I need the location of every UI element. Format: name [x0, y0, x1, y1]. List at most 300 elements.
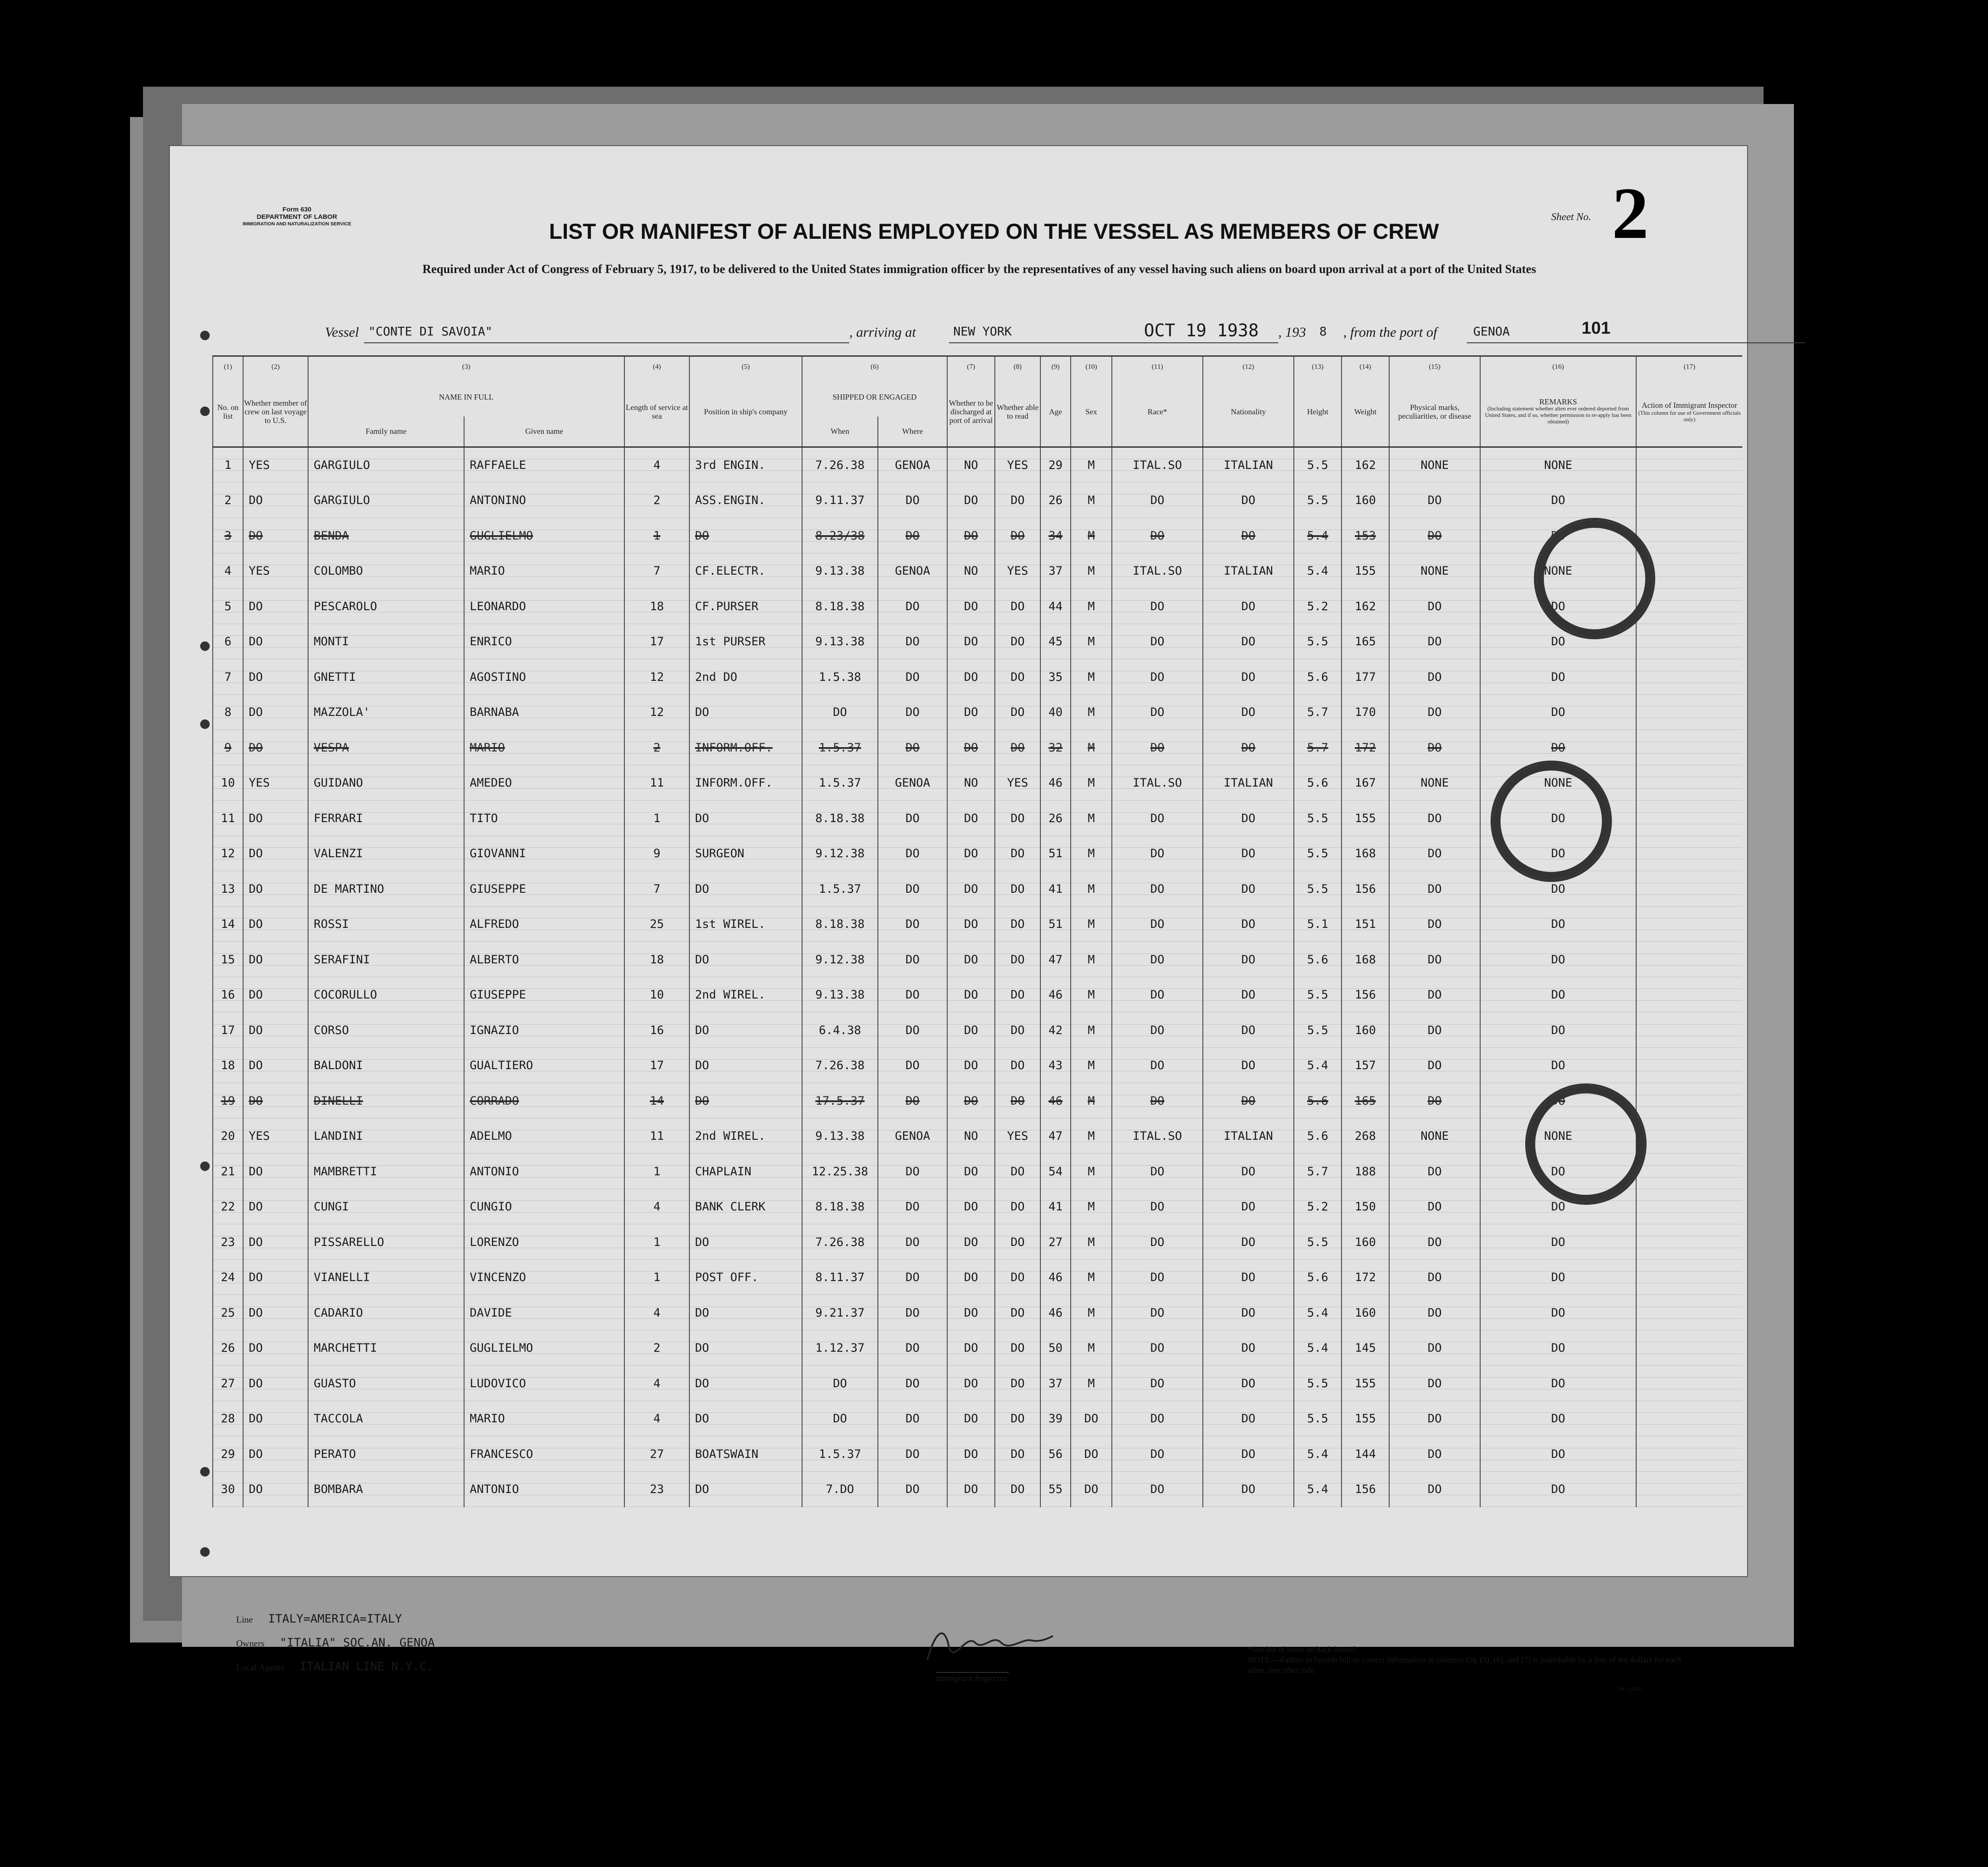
remarks: DO — [1480, 907, 1636, 942]
row-number: 25 — [213, 1295, 243, 1331]
physical-marks: DO — [1389, 1189, 1480, 1225]
height: 5.6 — [1294, 765, 1342, 801]
header-height: Height — [1294, 377, 1342, 447]
header-no: No. on list — [213, 377, 243, 447]
position: 2nd WIREL. — [689, 977, 802, 1013]
race: DO — [1112, 660, 1203, 695]
physical-marks: NONE — [1389, 1119, 1480, 1154]
service-length: 1 — [624, 1154, 689, 1190]
last-voyage: YES — [243, 447, 308, 483]
physical-marks: DO — [1389, 836, 1480, 872]
shipped-where: DO — [878, 1260, 947, 1295]
age: 46 — [1040, 1260, 1071, 1295]
height: 5.5 — [1294, 1366, 1342, 1402]
discharged: DO — [947, 1013, 995, 1048]
discharged: DO — [947, 518, 995, 554]
nationality: DO — [1203, 1330, 1294, 1366]
able-to-read: DO — [995, 660, 1040, 695]
nationality: DO — [1203, 1189, 1294, 1225]
remarks: DO — [1480, 695, 1636, 730]
discharged: DO — [947, 942, 995, 978]
nationality: DO — [1203, 624, 1294, 660]
nationality: DO — [1203, 1154, 1294, 1190]
family-name: BENDA — [308, 518, 464, 554]
shipped-when: 6.4.38 — [802, 1013, 878, 1048]
race: DO — [1112, 695, 1203, 730]
inspector-action — [1636, 977, 1742, 1013]
physical-marks: DO — [1389, 624, 1480, 660]
inspector-action — [1636, 1401, 1742, 1437]
able-to-read: DO — [995, 942, 1040, 978]
age: 27 — [1040, 1225, 1071, 1260]
row-number: 14 — [213, 907, 243, 942]
row-number: 11 — [213, 801, 243, 836]
age: 46 — [1040, 977, 1071, 1013]
height: 5.5 — [1294, 1401, 1342, 1437]
weight: 168 — [1342, 942, 1389, 978]
given-name: GUGLIELMO — [464, 518, 624, 554]
sex: M — [1071, 589, 1112, 625]
family-name: VALENZI — [308, 836, 464, 872]
sex: M — [1071, 1119, 1112, 1154]
weight: 188 — [1342, 1154, 1389, 1190]
nationality: DO — [1203, 907, 1294, 942]
discharged: DO — [947, 1295, 995, 1331]
able-to-read: DO — [995, 624, 1040, 660]
header-weight: Weight — [1342, 377, 1389, 447]
age: 43 — [1040, 1048, 1071, 1083]
nationality: DO — [1203, 589, 1294, 625]
header-read: Whether able to read — [995, 377, 1040, 447]
race: DO — [1112, 1013, 1203, 1048]
family-name: BALDONI — [308, 1048, 464, 1083]
physical-marks: DO — [1389, 730, 1480, 766]
race: DO — [1112, 518, 1203, 554]
sex: M — [1071, 624, 1112, 660]
inspector-action — [1636, 1119, 1742, 1154]
physical-marks: DO — [1389, 907, 1480, 942]
remarks: DO — [1480, 730, 1636, 766]
remarks: DO — [1480, 1048, 1636, 1083]
age: 51 — [1040, 907, 1071, 942]
service-length: 17 — [624, 624, 689, 660]
family-name: COCORULLO — [308, 977, 464, 1013]
weight: 155 — [1342, 1401, 1389, 1437]
consulate-stamp — [1491, 761, 1612, 882]
remarks: DO — [1480, 1295, 1636, 1331]
age: 56 — [1040, 1437, 1071, 1472]
physical-marks: DO — [1389, 1083, 1480, 1119]
table-row — [213, 1260, 1742, 1295]
weight: 144 — [1342, 1437, 1389, 1472]
discharged: NO — [947, 553, 995, 589]
inspector-action — [1636, 1260, 1742, 1295]
row-number: 28 — [213, 1401, 243, 1437]
punch-hole — [200, 641, 210, 651]
weight: 155 — [1342, 1366, 1389, 1402]
last-voyage: DO — [243, 1295, 308, 1331]
weight: 172 — [1342, 1260, 1389, 1295]
weight: 160 — [1342, 1295, 1389, 1331]
service-length: 18 — [624, 942, 689, 978]
table-row — [213, 1401, 1742, 1437]
remarks: DO — [1480, 942, 1636, 978]
table-row — [213, 1048, 1742, 1083]
able-to-read: DO — [995, 589, 1040, 625]
given-name: CORRADO — [464, 1083, 624, 1119]
discharged: DO — [947, 1401, 995, 1437]
remarks: DO — [1480, 1401, 1636, 1437]
given-name: ADELMO — [464, 1119, 624, 1154]
age: 29 — [1040, 447, 1071, 483]
punch-hole — [200, 407, 210, 416]
service-length: 23 — [624, 1472, 689, 1507]
row-number: 3 — [213, 518, 243, 554]
family-name: GUASTO — [308, 1366, 464, 1402]
inspector-action — [1636, 660, 1742, 695]
family-name: DE MARTINO — [308, 872, 464, 907]
shipped-when: 9.13.38 — [802, 977, 878, 1013]
col-num: (7) — [947, 356, 995, 378]
last-voyage: DO — [243, 977, 308, 1013]
physical-marks: DO — [1389, 1260, 1480, 1295]
race: DO — [1112, 1295, 1203, 1331]
shipped-when: 8.18.38 — [802, 589, 878, 625]
height: 5.5 — [1294, 836, 1342, 872]
family-name: GARGIULO — [308, 483, 464, 518]
consulate-stamp — [1534, 518, 1655, 639]
able-to-read: DO — [995, 1189, 1040, 1225]
table-row — [213, 1295, 1742, 1331]
weight: 156 — [1342, 1472, 1389, 1507]
header-position: Position in ship's company — [689, 377, 802, 447]
shipped-when: 8.11.37 — [802, 1260, 878, 1295]
age: 50 — [1040, 1330, 1071, 1366]
sex: DO — [1071, 1401, 1112, 1437]
physical-marks: DO — [1389, 1401, 1480, 1437]
last-voyage: DO — [243, 589, 308, 625]
nationality: DO — [1203, 872, 1294, 907]
sex: M — [1071, 977, 1112, 1013]
height: 5.5 — [1294, 483, 1342, 518]
arrival-port: NEW YORK — [953, 324, 1012, 338]
age: 32 — [1040, 730, 1071, 766]
col-num: (3) — [308, 356, 624, 378]
family-name: VESPA — [308, 730, 464, 766]
col-num: (8) — [995, 356, 1040, 378]
shipped-when: 1.5.37 — [802, 765, 878, 801]
given-name: MARIO — [464, 553, 624, 589]
shipped-where: GENOA — [878, 447, 947, 483]
race: DO — [1112, 942, 1203, 978]
form-code: 14—1240 — [1618, 1686, 1641, 1692]
able-to-read: DO — [995, 695, 1040, 730]
page-title: LIST OR MANIFEST OF ALIENS EMPLOYED ON THE VESSEL AS MEMBERS OF CREW — [549, 219, 1439, 244]
last-voyage: DO — [243, 1330, 308, 1366]
year: 8 — [1319, 324, 1327, 338]
race: DO — [1112, 1260, 1203, 1295]
weight: 156 — [1342, 872, 1389, 907]
height: 5.7 — [1294, 695, 1342, 730]
inspector-action — [1636, 483, 1742, 518]
shipped-where: DO — [878, 483, 947, 518]
weight: 168 — [1342, 836, 1389, 872]
shipped-when: DO — [802, 1366, 878, 1402]
weight: 170 — [1342, 695, 1389, 730]
shipped-where: DO — [878, 624, 947, 660]
age: 44 — [1040, 589, 1071, 625]
nationality: DO — [1203, 977, 1294, 1013]
table-row — [213, 1083, 1742, 1119]
inspector-action — [1636, 801, 1742, 836]
physical-marks: DO — [1389, 1048, 1480, 1083]
service-length: 7 — [624, 872, 689, 907]
sex: M — [1071, 1154, 1112, 1190]
service-length: 14 — [624, 1083, 689, 1119]
last-voyage: DO — [243, 518, 308, 554]
remarks: DO — [1480, 518, 1636, 554]
penalty-note: NOTE.—Failure to furnish full or correct information in columns (3), (5), (6), and (7) is punishable by a fine of ten dollars for each alien. See other side. — [1248, 1656, 1681, 1675]
table-row — [213, 1225, 1742, 1260]
weight: 157 — [1342, 1048, 1389, 1083]
height: 5.4 — [1294, 553, 1342, 589]
weight: 165 — [1342, 1083, 1389, 1119]
inspector-action — [1636, 872, 1742, 907]
row-number: 24 — [213, 1260, 243, 1295]
line-value: ITALY=AMERICA=ITALY — [268, 1612, 402, 1626]
service-length: 9 — [624, 836, 689, 872]
table-row — [213, 1437, 1742, 1472]
sex: M — [1071, 1260, 1112, 1295]
shipped-when: 1.5.37 — [802, 872, 878, 907]
shipped-when: 9.12.38 — [802, 836, 878, 872]
age: 55 — [1040, 1472, 1071, 1507]
race: ITAL.SO — [1112, 1119, 1203, 1154]
nationality: DO — [1203, 801, 1294, 836]
given-name: VINCENZO — [464, 1260, 624, 1295]
last-voyage: DO — [243, 730, 308, 766]
family-name: LANDINI — [308, 1119, 464, 1154]
consulate-stamp — [1525, 1083, 1647, 1205]
header-discharged: Whether to be discharged at port of arrival — [947, 377, 995, 447]
col-num: (13) — [1294, 356, 1342, 378]
age: 51 — [1040, 836, 1071, 872]
row-number: 9 — [213, 730, 243, 766]
row-number: 4 — [213, 553, 243, 589]
sex: M — [1071, 836, 1112, 872]
service-length: 2 — [624, 1330, 689, 1366]
owners-label: Owners — [236, 1638, 265, 1649]
position: BANK CLERK — [689, 1189, 802, 1225]
col-num: (11) — [1112, 356, 1203, 378]
height: 5.6 — [1294, 1119, 1342, 1154]
able-to-read: DO — [995, 907, 1040, 942]
race: DO — [1112, 1437, 1203, 1472]
header-when: When — [802, 416, 878, 447]
inspector-action — [1636, 1437, 1742, 1472]
shipped-where: DO — [878, 977, 947, 1013]
row-number: 27 — [213, 1366, 243, 1402]
inspector-action — [1636, 1295, 1742, 1331]
remarks-note: (Including statement whether alien ever ordered deported from United States, and if so, whether permission to re-apply has been obtained) — [1485, 405, 1631, 425]
given-name: DAVIDE — [464, 1295, 624, 1331]
table-row — [213, 977, 1742, 1013]
col-num: (12) — [1203, 356, 1294, 378]
physical-marks: DO — [1389, 483, 1480, 518]
able-to-read: YES — [995, 447, 1040, 483]
table-row — [213, 589, 1742, 625]
age: 45 — [1040, 624, 1071, 660]
shipped-where: DO — [878, 1013, 947, 1048]
shipped-where: DO — [878, 872, 947, 907]
shipped-where: DO — [878, 1189, 947, 1225]
able-to-read: DO — [995, 1295, 1040, 1331]
shipped-where: DO — [878, 730, 947, 766]
sex: M — [1071, 801, 1112, 836]
inspector-action — [1636, 447, 1742, 483]
weight: 151 — [1342, 907, 1389, 942]
physical-marks: DO — [1389, 942, 1480, 978]
able-to-read: DO — [995, 1366, 1040, 1402]
last-voyage: DO — [243, 1225, 308, 1260]
service-length: 1 — [624, 1260, 689, 1295]
position: CF.PURSER — [689, 589, 802, 625]
given-name: GIUSEPPE — [464, 977, 624, 1013]
race: DO — [1112, 872, 1203, 907]
service-length: 17 — [624, 1048, 689, 1083]
col-num: (10) — [1071, 356, 1112, 378]
inspector-action — [1636, 1048, 1742, 1083]
department: DEPARTMENT OF LABOR — [257, 213, 338, 221]
able-to-read: DO — [995, 1330, 1040, 1366]
sex: M — [1071, 518, 1112, 554]
age: 35 — [1040, 660, 1071, 695]
race: ITAL.SO — [1112, 765, 1203, 801]
row-number: 16 — [213, 977, 243, 1013]
family-name: MAMBRETTI — [308, 1154, 464, 1190]
height: 5.4 — [1294, 1437, 1342, 1472]
height: 5.2 — [1294, 589, 1342, 625]
sex: M — [1071, 1225, 1112, 1260]
service-length: 4 — [624, 1366, 689, 1402]
discharged: DO — [947, 977, 995, 1013]
shipped-when: 7.DO — [802, 1472, 878, 1507]
remarks: DO — [1480, 1225, 1636, 1260]
sex: M — [1071, 660, 1112, 695]
remarks: DO — [1480, 836, 1636, 872]
row-number: 12 — [213, 836, 243, 872]
shipped-when: 12.25.38 — [802, 1154, 878, 1190]
arriving-label: , arriving at — [849, 324, 916, 340]
column-numbers — [213, 356, 1742, 378]
remarks: NONE — [1480, 447, 1636, 483]
nationality: DO — [1203, 1048, 1294, 1083]
family-name: PESCAROLO — [308, 589, 464, 625]
header-name: NAME IN FULL — [308, 377, 624, 416]
able-to-read: DO — [995, 872, 1040, 907]
shipped-when: 1.5.37 — [802, 1437, 878, 1472]
service-length: 4 — [624, 1401, 689, 1437]
table-row — [213, 1154, 1742, 1190]
shipped-when: 8.18.38 — [802, 801, 878, 836]
shipped-where: DO — [878, 1401, 947, 1437]
physical-marks: DO — [1389, 1295, 1480, 1331]
family-name: VIANELLI — [308, 1260, 464, 1295]
remarks: DO — [1480, 1366, 1636, 1402]
height: 5.5 — [1294, 977, 1342, 1013]
col-num: (15) — [1389, 356, 1480, 378]
race: DO — [1112, 1048, 1203, 1083]
physical-marks: NONE — [1389, 447, 1480, 483]
sex: M — [1071, 1083, 1112, 1119]
age: 41 — [1040, 872, 1071, 907]
physical-marks: DO — [1389, 872, 1480, 907]
position: POST OFF. — [689, 1260, 802, 1295]
sheet-label: Sheet No. — [1551, 211, 1591, 223]
able-to-read: DO — [995, 1260, 1040, 1295]
height: 5.5 — [1294, 624, 1342, 660]
remarks: NONE — [1480, 1119, 1636, 1154]
races-note: *See list of races on back hereof. — [1248, 1645, 1357, 1654]
sex: M — [1071, 765, 1112, 801]
shipped-where: DO — [878, 1083, 947, 1119]
position: 2nd WIREL. — [689, 1119, 802, 1154]
weight: 160 — [1342, 1013, 1389, 1048]
table-row — [213, 1119, 1742, 1154]
table-row — [213, 872, 1742, 907]
header-marks: Physical marks, peculiarities, or disease — [1389, 377, 1480, 447]
col-num: (5) — [689, 356, 802, 378]
col-num: (16) — [1480, 356, 1636, 378]
given-name: GIUSEPPE — [464, 872, 624, 907]
nationality: DO — [1203, 660, 1294, 695]
weight: 177 — [1342, 660, 1389, 695]
height: 5.6 — [1294, 942, 1342, 978]
corner-number: 101 — [1582, 319, 1611, 338]
vessel-label: Vessel — [325, 324, 359, 340]
last-voyage: DO — [243, 1154, 308, 1190]
last-voyage: DO — [243, 1472, 308, 1507]
height: 5.4 — [1294, 1330, 1342, 1366]
race: ITAL.SO — [1112, 553, 1203, 589]
physical-marks: DO — [1389, 1330, 1480, 1366]
col-num: (2) — [243, 356, 308, 378]
shipped-where: DO — [878, 589, 947, 625]
shipped-when: 1.5.38 — [802, 660, 878, 695]
position: INFORM.OFF. — [689, 730, 802, 766]
sex: M — [1071, 1330, 1112, 1366]
agents-label: Local Agents — [236, 1662, 285, 1672]
family-name: BOMBARA — [308, 1472, 464, 1507]
punch-hole — [200, 1161, 210, 1171]
able-to-read: DO — [995, 730, 1040, 766]
able-to-read: DO — [995, 977, 1040, 1013]
age: 47 — [1040, 1119, 1071, 1154]
position: INFORM.OFF. — [689, 765, 802, 801]
weight: 156 — [1342, 977, 1389, 1013]
position: DO — [689, 1366, 802, 1402]
race: DO — [1112, 977, 1203, 1013]
shipped-when: DO — [802, 1401, 878, 1437]
shipped-where: DO — [878, 1154, 947, 1190]
height: 5.6 — [1294, 660, 1342, 695]
given-name: BARNABA — [464, 695, 624, 730]
height: 5.4 — [1294, 1472, 1342, 1507]
race: DO — [1112, 1330, 1203, 1366]
discharged: DO — [947, 1472, 995, 1507]
sheet-number: 2 — [1612, 172, 1649, 254]
last-voyage: DO — [243, 1437, 308, 1472]
